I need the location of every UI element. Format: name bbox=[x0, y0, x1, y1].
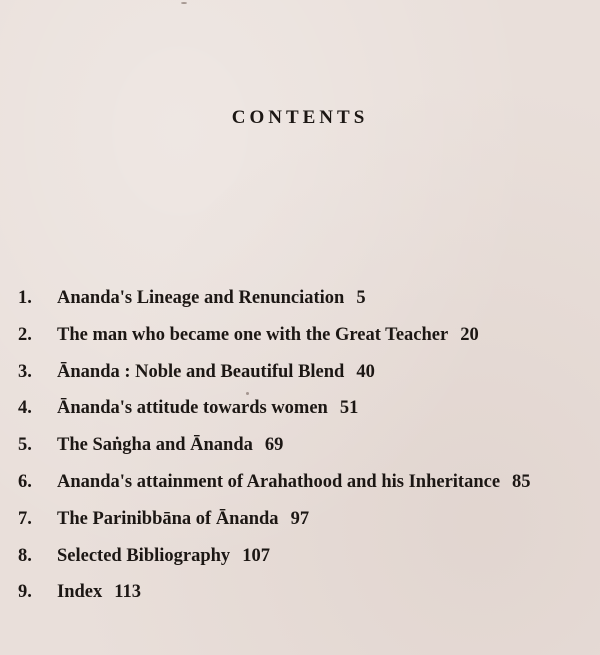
entry-number: 5. bbox=[18, 435, 32, 456]
entry-title: The man who became one with the Great Teacher bbox=[57, 324, 449, 345]
entry-title: Ānanda : Noble and Beautiful Blend bbox=[57, 361, 345, 382]
entry-title: Ānanda's attitude towards women bbox=[57, 398, 328, 419]
paper-speck bbox=[181, 2, 187, 4]
entry-number: 3. bbox=[18, 361, 32, 382]
entry-number: 8. bbox=[18, 545, 32, 566]
entry-number: 6. bbox=[18, 471, 32, 492]
table-of-contents bbox=[18, 286, 598, 617]
toc-entry bbox=[18, 580, 598, 617]
entry-page: 97 bbox=[290, 508, 310, 529]
entry-title: Ananda's Lineage and Renunciation bbox=[57, 288, 345, 308]
entry-page: 40 bbox=[356, 361, 375, 382]
entry-number: 4. bbox=[18, 398, 32, 419]
entry-number: 7. bbox=[18, 508, 32, 529]
entry-number: 9. bbox=[18, 582, 32, 603]
contents-heading: CONTENTS bbox=[231, 107, 369, 128]
entry-page: 113 bbox=[114, 582, 141, 603]
entry-page: 107 bbox=[242, 545, 270, 566]
toc-entry bbox=[18, 396, 598, 433]
entry-page: 20 bbox=[460, 324, 479, 345]
entry-title: Index bbox=[57, 582, 103, 603]
entry-page: 69 bbox=[264, 435, 284, 456]
paper-speck bbox=[246, 392, 249, 395]
entry-title: Ananda's attainment of Arahathood and his Inheritance bbox=[57, 471, 501, 492]
toc-entry bbox=[18, 360, 598, 397]
entry-page: 5 bbox=[356, 288, 366, 308]
toc-entry bbox=[18, 507, 598, 544]
entry-page: 85 bbox=[512, 471, 531, 492]
toc-entry bbox=[18, 323, 598, 360]
toc-entry bbox=[18, 544, 598, 581]
entry-number: 2. bbox=[18, 324, 32, 345]
entry-number: 1. bbox=[18, 288, 32, 308]
toc-entry bbox=[18, 286, 598, 323]
entry-title: The Saṅgha and Ānanda bbox=[57, 435, 253, 456]
entry-title: The Parinibbāna of Ānanda bbox=[57, 508, 279, 529]
entry-title: Selected Bibliography bbox=[57, 545, 231, 566]
toc-entry bbox=[18, 433, 598, 470]
entry-page: 51 bbox=[339, 398, 359, 419]
toc-entry bbox=[18, 470, 598, 507]
